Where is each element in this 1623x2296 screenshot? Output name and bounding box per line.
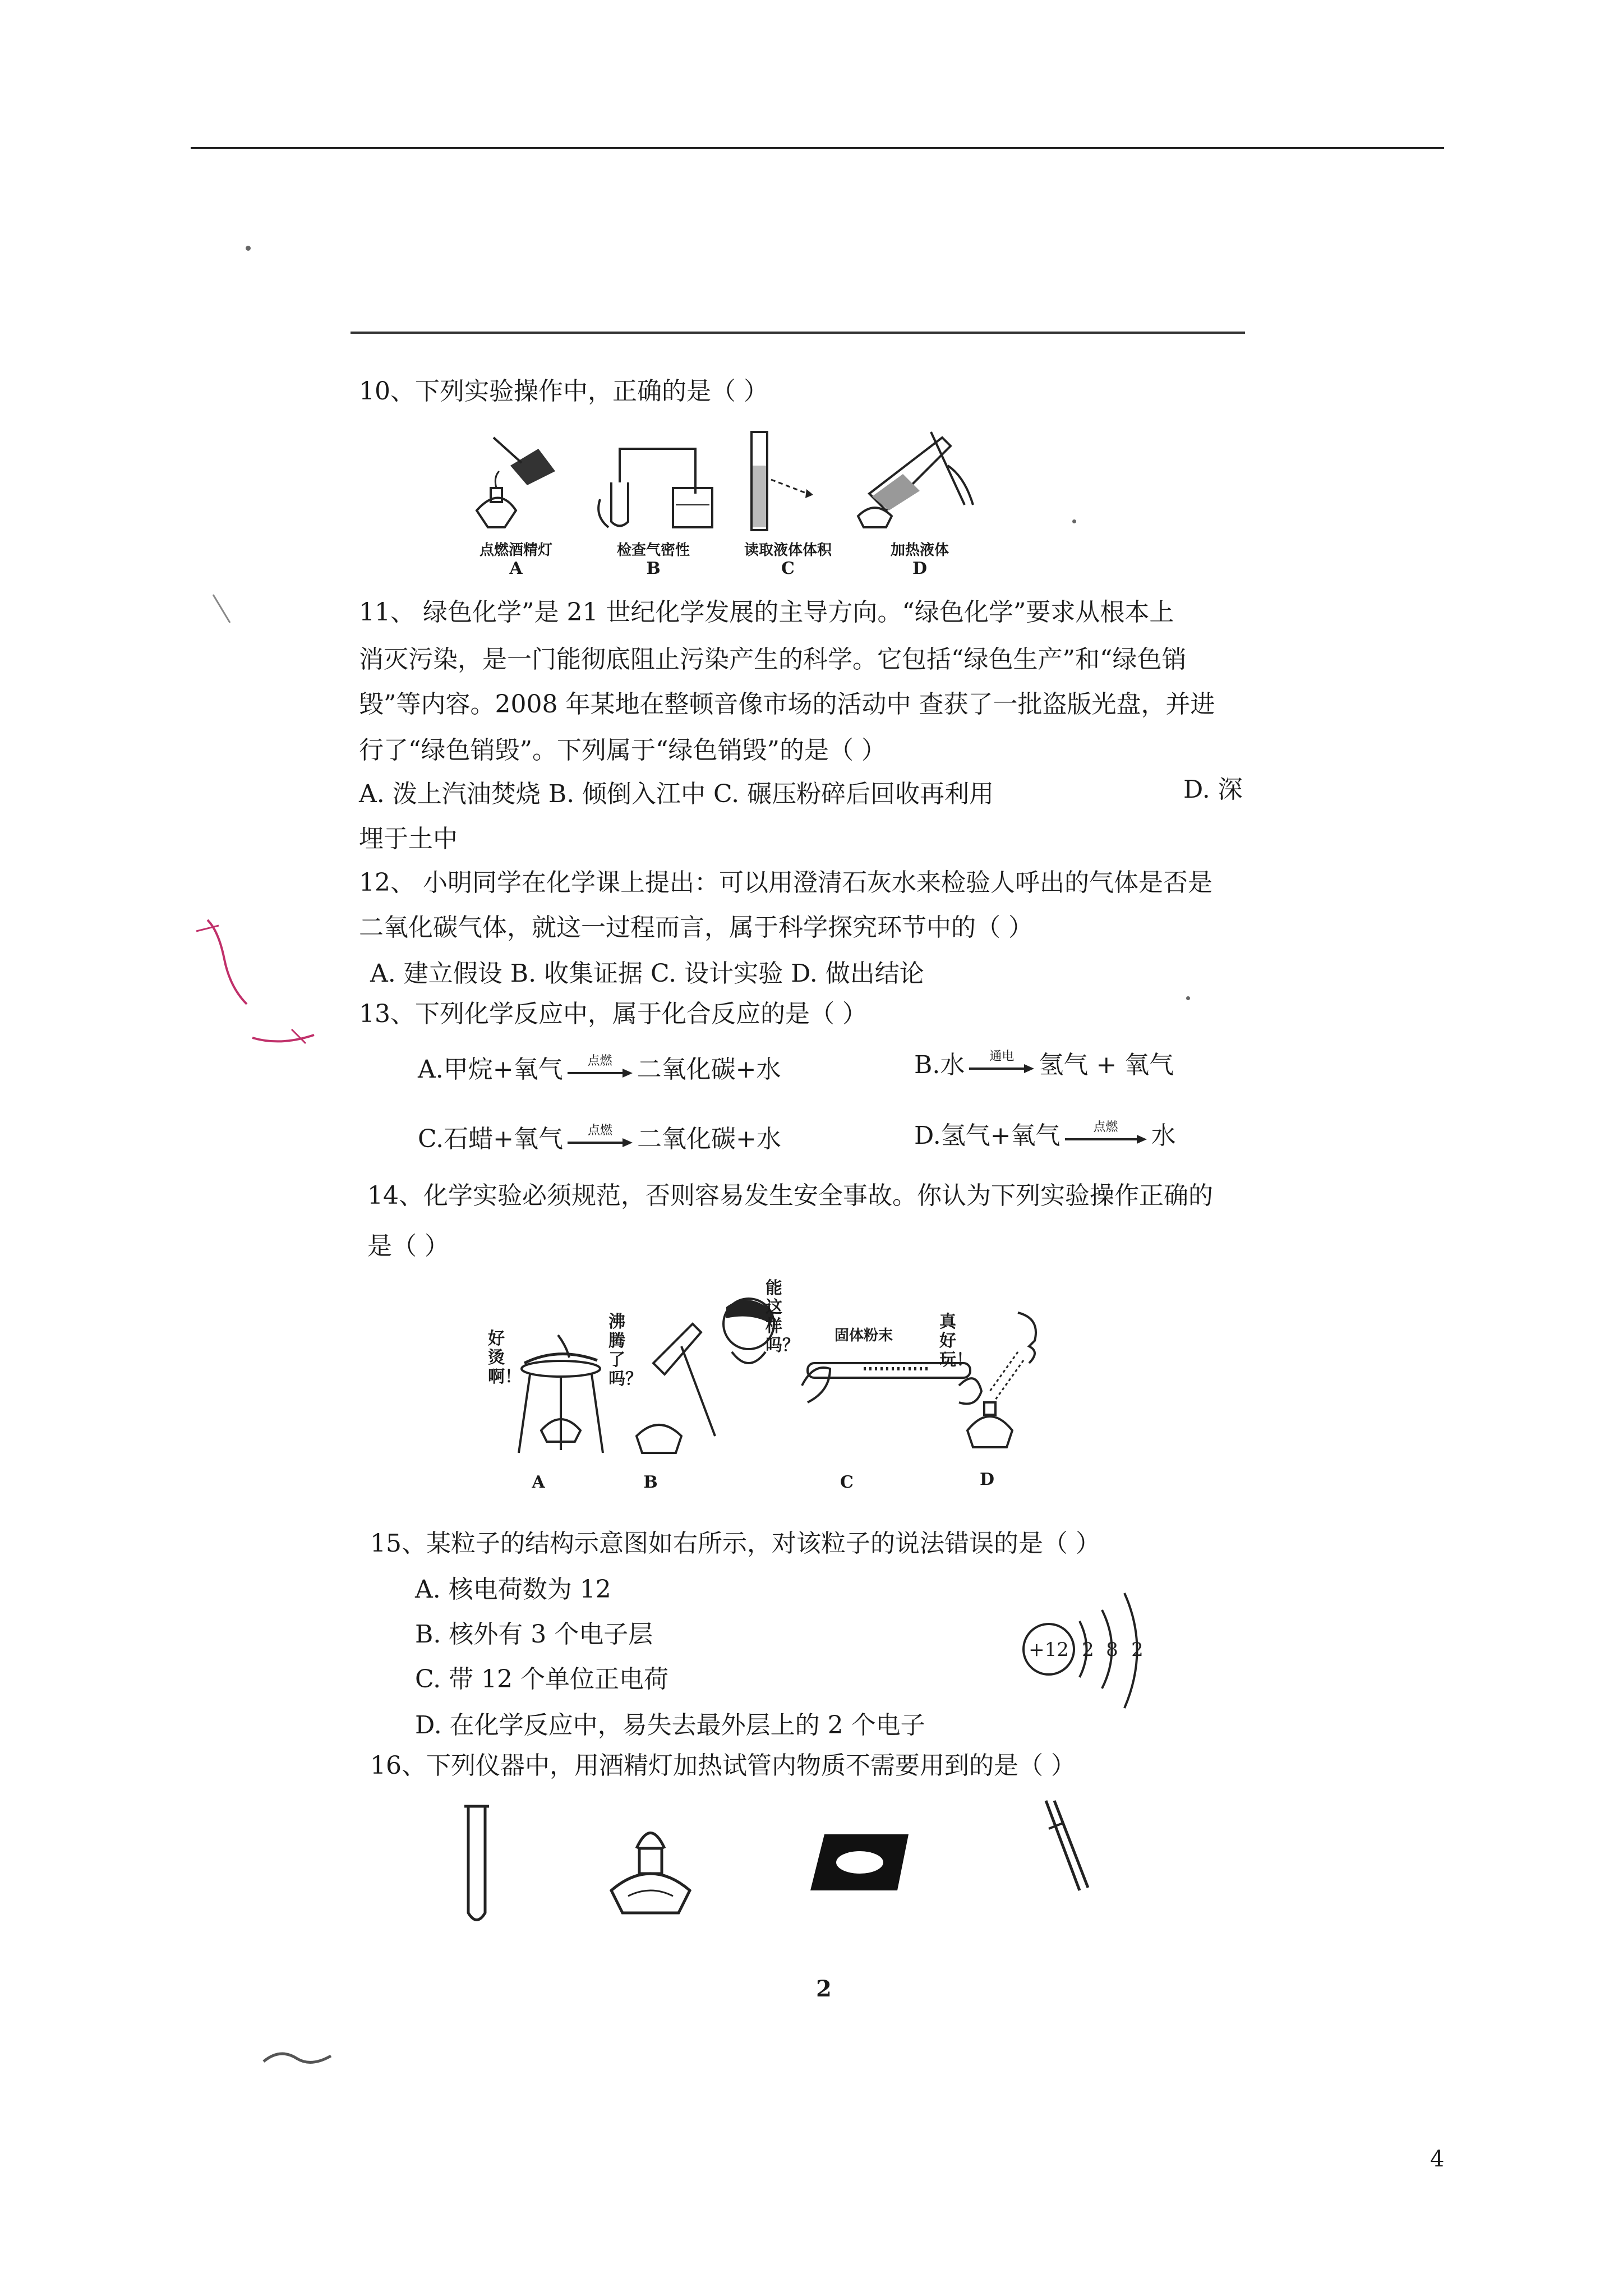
q13-b-left: B.水 <box>914 1051 965 1079</box>
q14-powder-label: 固体粉末 <box>834 1327 893 1344</box>
q10-caption-a: 点燃酒精灯 <box>479 542 552 559</box>
q11-line-4: 行了“绿色销毁”。下列属于“绿色销毁”的是（ ） <box>359 736 886 765</box>
q13-a-condition: 点燃 <box>587 1054 612 1068</box>
q16-stem: 16、下列仪器中，用酒精灯加热试管内物质不需要用到的是（ ） <box>370 1751 1076 1780</box>
q14-bubble-c: 能这样吗？ <box>766 1278 799 1355</box>
q15-stem: 15、某粒子的结构示意图如右所示，对该粒子的说法错误的是（ ） <box>370 1529 1100 1558</box>
q15-option-d: D. 在化学反应中，易失去最外层上的 2 个电子 <box>415 1711 925 1740</box>
q14-letter-c: C <box>840 1473 854 1492</box>
asbestos-gauze-icon <box>808 1829 914 1896</box>
q10-caption-b: 检查气密性 <box>616 542 690 559</box>
q10-figure <box>449 426 1009 595</box>
q14-letter-b: B <box>643 1473 658 1492</box>
heating-liquid-icon <box>852 426 981 533</box>
q13-d-left: D.氢气+氧气 <box>914 1121 1061 1150</box>
top-rule <box>191 147 1444 149</box>
q13-c-left: C.石蜡+氧气 <box>418 1125 563 1153</box>
hot-dish-tripod-icon <box>513 1329 608 1458</box>
q14-bubble-a: 好烫啊！ <box>488 1329 522 1387</box>
q11-option-d-tail: 埋于土中 <box>359 825 458 853</box>
q13-b-condition: 通电 <box>989 1050 1015 1064</box>
q14-bubble-b: 沸腾了吗？ <box>608 1312 642 1389</box>
test-tube-holder-icon <box>1038 1795 1094 1896</box>
q11-options: A. 泼上汽油焚烧 B. 倾倒入江中 C. 碾压粉碎后回收再利用 <box>359 780 994 808</box>
q13-c-right: 二氧化碳+水 <box>637 1125 781 1153</box>
q13-option-a <box>418 1049 781 1085</box>
q13-d-right: 水 <box>1151 1121 1176 1150</box>
q14-figure <box>482 1279 1099 1503</box>
scan-speck <box>1072 519 1076 523</box>
scan-mark <box>208 589 269 639</box>
q13-option-d <box>914 1115 1176 1151</box>
test-tube-icon <box>460 1801 494 1930</box>
shell-1-electrons: 2 <box>1082 1639 1094 1661</box>
page-number: 4 <box>1430 2146 1445 2172</box>
q13-a-left: A.甲烷+氧气 <box>418 1055 563 1084</box>
alcohol-lamp-lighting-icon <box>471 432 561 533</box>
q14-line-1: 14、化学实验必须规范，否则容易发生安全事故。你认为下列实验操作正确的 <box>367 1181 1213 1210</box>
pen-scribble <box>185 909 331 1066</box>
q13-d-condition: 点燃 <box>1093 1120 1118 1134</box>
q12-line-1: 12、 小明同学在化学课上提出：可以用澄清石灰水来检验人呼出的气体是否是 <box>359 868 1212 897</box>
arrow-icon <box>566 1125 634 1148</box>
scan-speck <box>246 246 251 251</box>
q13-stem: 13、下列化学反应中，属于化合反应的是（ ） <box>359 1000 867 1028</box>
q10-caption-d: 加热液体 <box>890 542 949 559</box>
shell-2-electrons: 8 <box>1106 1639 1118 1661</box>
scan-mark <box>258 2042 348 2076</box>
shell-3-electrons: 2 <box>1131 1639 1144 1661</box>
q13-a-right: 二氧化碳+水 <box>637 1055 781 1084</box>
q11-line-2: 消灭污染，是一门能彻底阻止污染产生的科学。它包括“绿色生产”和“绿色销 <box>359 645 1187 674</box>
q10-letter-d: D <box>912 559 927 578</box>
inner-rule <box>351 332 1245 334</box>
q14-bubble-d: 真好玩！ <box>939 1312 973 1370</box>
inner-page-number: 2 <box>816 1976 832 2002</box>
q15-option-c: C. 带 12 个单位正电荷 <box>415 1665 669 1694</box>
q13-b-right: 氢气 + 氧气 <box>1039 1051 1174 1079</box>
q12-options: A. 建立假设 B. 收集证据 C. 设计实验 D. 做出结论 <box>370 959 924 988</box>
scan-speck <box>1186 996 1190 1000</box>
q12-line-2: 二氧化碳气体，就这一过程而言，属于科学探究环节中的（ ） <box>359 913 1033 942</box>
arrow-icon <box>968 1051 1035 1074</box>
arrow-icon <box>1064 1121 1148 1145</box>
q15-option-a: A. 核电荷数为 12 <box>415 1575 611 1604</box>
arrow-icon <box>566 1055 634 1079</box>
atom-structure-diagram <box>1009 1576 1155 1722</box>
airtightness-check-icon <box>589 432 718 533</box>
q14-line-2: 是（ ） <box>367 1232 449 1260</box>
nucleus-charge: +12 <box>1029 1639 1069 1661</box>
blowing-lamp-icon <box>962 1307 1052 1453</box>
q11-line-3: 毁”等内容。2008 年某地在整顿音像市场的活动中 查获了一批盗版光盘，并进 <box>359 690 1215 719</box>
q10-caption-c: 读取液体体积 <box>744 542 832 559</box>
q11-line-1: 11、 绿色化学”是 21 世纪化学发展的主导方向。“绿色化学”要求从根本上 <box>359 598 1174 627</box>
q14-letter-a: A <box>532 1473 545 1492</box>
q13-c-condition: 点燃 <box>587 1124 612 1138</box>
q10-letter-c: C <box>781 559 795 578</box>
q10-stem: 10、下列实验操作中，正确的是（ ） <box>359 377 768 406</box>
q15-option-b: B. 核外有 3 个电子层 <box>415 1620 653 1649</box>
q10-letter-a: A <box>509 559 523 578</box>
q14-letter-d: D <box>979 1470 994 1489</box>
q10-letter-b: B <box>646 559 661 578</box>
alcohol-lamp-icon <box>606 1806 695 1918</box>
q13-option-b <box>914 1045 1174 1080</box>
q11-option-d: D. 深 <box>1183 775 1243 804</box>
q13-option-c <box>418 1119 781 1154</box>
graduated-cylinder-icon <box>740 426 830 533</box>
